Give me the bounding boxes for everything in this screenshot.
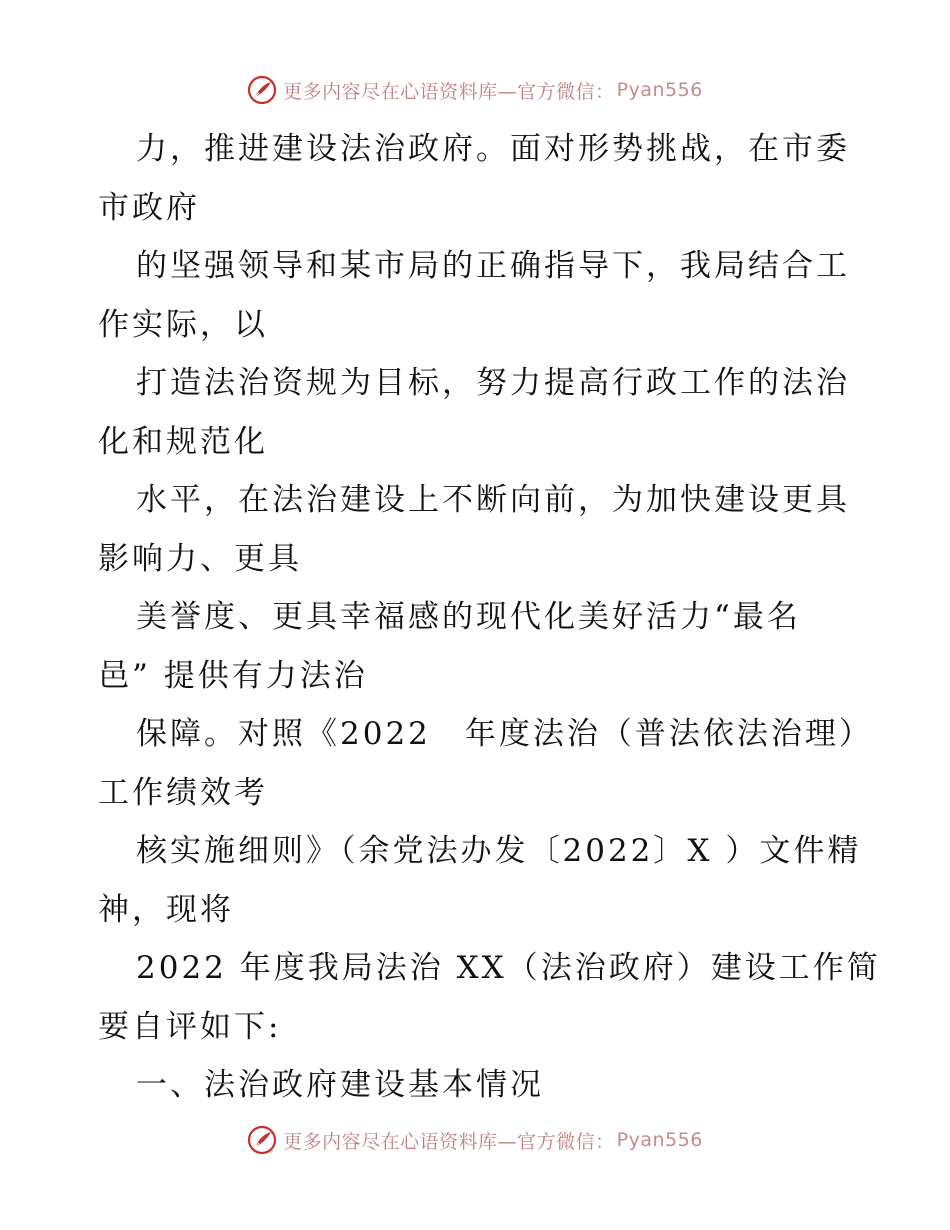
text-line: 核实施细则》（余党法办发〔2022〕X ）文件精 (136, 833, 862, 869)
text-line: 保障。对照《2022 年度法治（普法依法治理） (136, 716, 873, 752)
text-line: 2022 年度我局法治 XX（法治政府）建设工作简 (136, 950, 881, 986)
feather-pen-logo-icon (247, 75, 277, 105)
footer-watermark (0, 1123, 950, 1157)
text-line: 一、法治政府建设基本情况 (136, 1067, 544, 1103)
watermark-text: 更多内容尽在心语资料库—官方微信： (283, 1130, 615, 1153)
text-line: 神，现将 (98, 891, 234, 928)
text-line: 力，推进建设法治政府。面对形势挑战，在市委 (136, 131, 850, 167)
watermark-wechat-id: Pyan556 (616, 79, 703, 101)
text-line: 化和规范化 (98, 423, 268, 460)
text-line: 美誉度、更具幸福感的现代化美好活力“最名 (136, 599, 801, 635)
feather-pen-logo-icon (247, 1125, 277, 1155)
header-watermark (0, 73, 950, 107)
text-line: 要自评如下: (98, 1008, 282, 1045)
text-line: 打造法治资规为目标，努力提高行政工作的法治 (136, 365, 850, 401)
text-line: 市政府 (98, 189, 200, 226)
watermark-wechat-id: Pyan556 (616, 1129, 703, 1151)
text-line: 水平，在法治建设上不断向前，为加快建设更具 (136, 482, 850, 518)
text-line: 的坚强领导和某市局的正确指导下，我局结合工 (136, 248, 850, 284)
text-line: 影响力、更具 (98, 540, 302, 577)
text-line: 作实际，以 (98, 306, 268, 343)
document-body (98, 120, 881, 1115)
text-line: 邑” 提供有力法治 (98, 657, 368, 694)
text-line: 工作绩效考 (98, 774, 268, 811)
watermark-text: 更多内容尽在心语资料库—官方微信： (283, 80, 615, 103)
